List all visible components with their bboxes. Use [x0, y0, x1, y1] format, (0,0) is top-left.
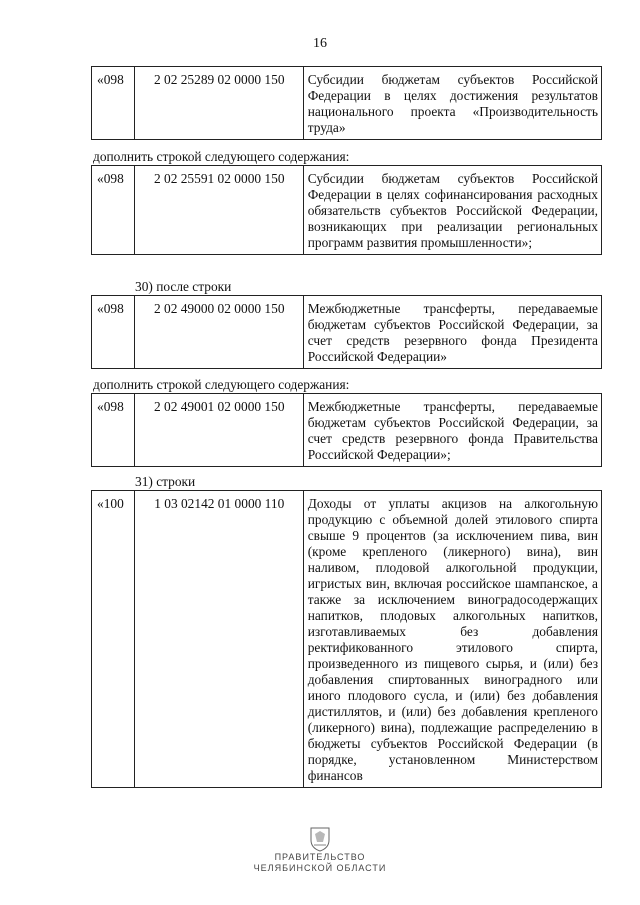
instruction-line: 31) строки — [135, 474, 196, 489]
description-cell: Межбюджетные трансферты, передаваемые бюджетам субъектов Российской Федерации, за счет средств резервного фонда Правительства Российской Федерации»; — [303, 394, 601, 467]
table-row — [92, 166, 602, 255]
instruction-line: дополнить строкой следующего содержания: — [93, 149, 350, 164]
kbk-cell: 2 02 49001 02 0000 150 — [134, 394, 303, 467]
budget-table-row-5 — [91, 490, 602, 788]
instruction-line: 30) после строки — [135, 279, 232, 294]
footer-org-line-1: ПРАВИТЕЛЬСТВО — [274, 852, 366, 862]
footer-org-line-2: ЧЕЛЯБИНСКОЙ ОБЛАСТИ — [253, 863, 387, 873]
code-cell: «098 — [92, 394, 135, 467]
description-cell: Доходы от уплаты акцизов на алкогольную продукцию с объемной долей этилового спирта свыше 9 процентов (за исключением пива, вин (кроме крепленого (ликерного) вина), вин наливом, плодовой алкогольной продукции, игристых вин, включая российское шампанское, а также за исключением виноградосодержащих напитков, плодовых алкогольных напитков, изготавливаемых без добавления ректификованного этилового спирта, произведенного из пищевого сырья, и (или) без добавления спиртованных виноградного или иного плодового сусла, и (или) без добавления дистиллятов, и (или) без добавления крепленого (ликерного) вина), подлежащие распределению в бюджеты субъектов Российской Федерации (в порядке, установленном Министерством финансов — [303, 491, 601, 788]
table-row — [92, 491, 602, 788]
table-row — [92, 67, 602, 140]
description-cell: Межбюджетные трансферты, передаваемые бюджетам субъектов Российской Федерации, за счет средств резервного фонда Президента Российской Федерации» — [303, 296, 601, 369]
instruction-line: дополнить строкой следующего содержания: — [93, 377, 350, 392]
budget-table-row-4 — [91, 393, 602, 467]
budget-table-row-1 — [91, 66, 602, 140]
description-cell: Субсидии бюджетам субъектов Российской Федерации в целях софинансирования расходных обязательств субъектов Российской Федерации, возникающих при реализации региональных программ развития промышленности»; — [303, 166, 601, 255]
budget-table-row-2 — [91, 165, 602, 255]
page-number: 16 — [313, 36, 327, 51]
kbk-cell: 2 02 25591 02 0000 150 — [134, 166, 303, 255]
code-cell: «100 — [92, 491, 135, 788]
table-row — [92, 394, 602, 467]
budget-table-row-3 — [91, 295, 602, 369]
code-cell: «098 — [92, 296, 135, 369]
description-cell: Субсидии бюджетам субъектов Российской Федерации в целях достижения результатов национального проекта «Производительность труда» — [303, 67, 601, 140]
kbk-cell: 2 02 25289 02 0000 150 — [134, 67, 303, 140]
code-cell: «098 — [92, 166, 135, 255]
kbk-cell: 1 03 02142 01 0000 110 — [134, 491, 303, 788]
footer-emblem-block — [0, 826, 640, 874]
kbk-cell: 2 02 49000 02 0000 150 — [134, 296, 303, 369]
code-cell: «098 — [92, 67, 135, 140]
table-row — [92, 296, 602, 369]
regional-coat-of-arms-icon — [309, 826, 331, 852]
